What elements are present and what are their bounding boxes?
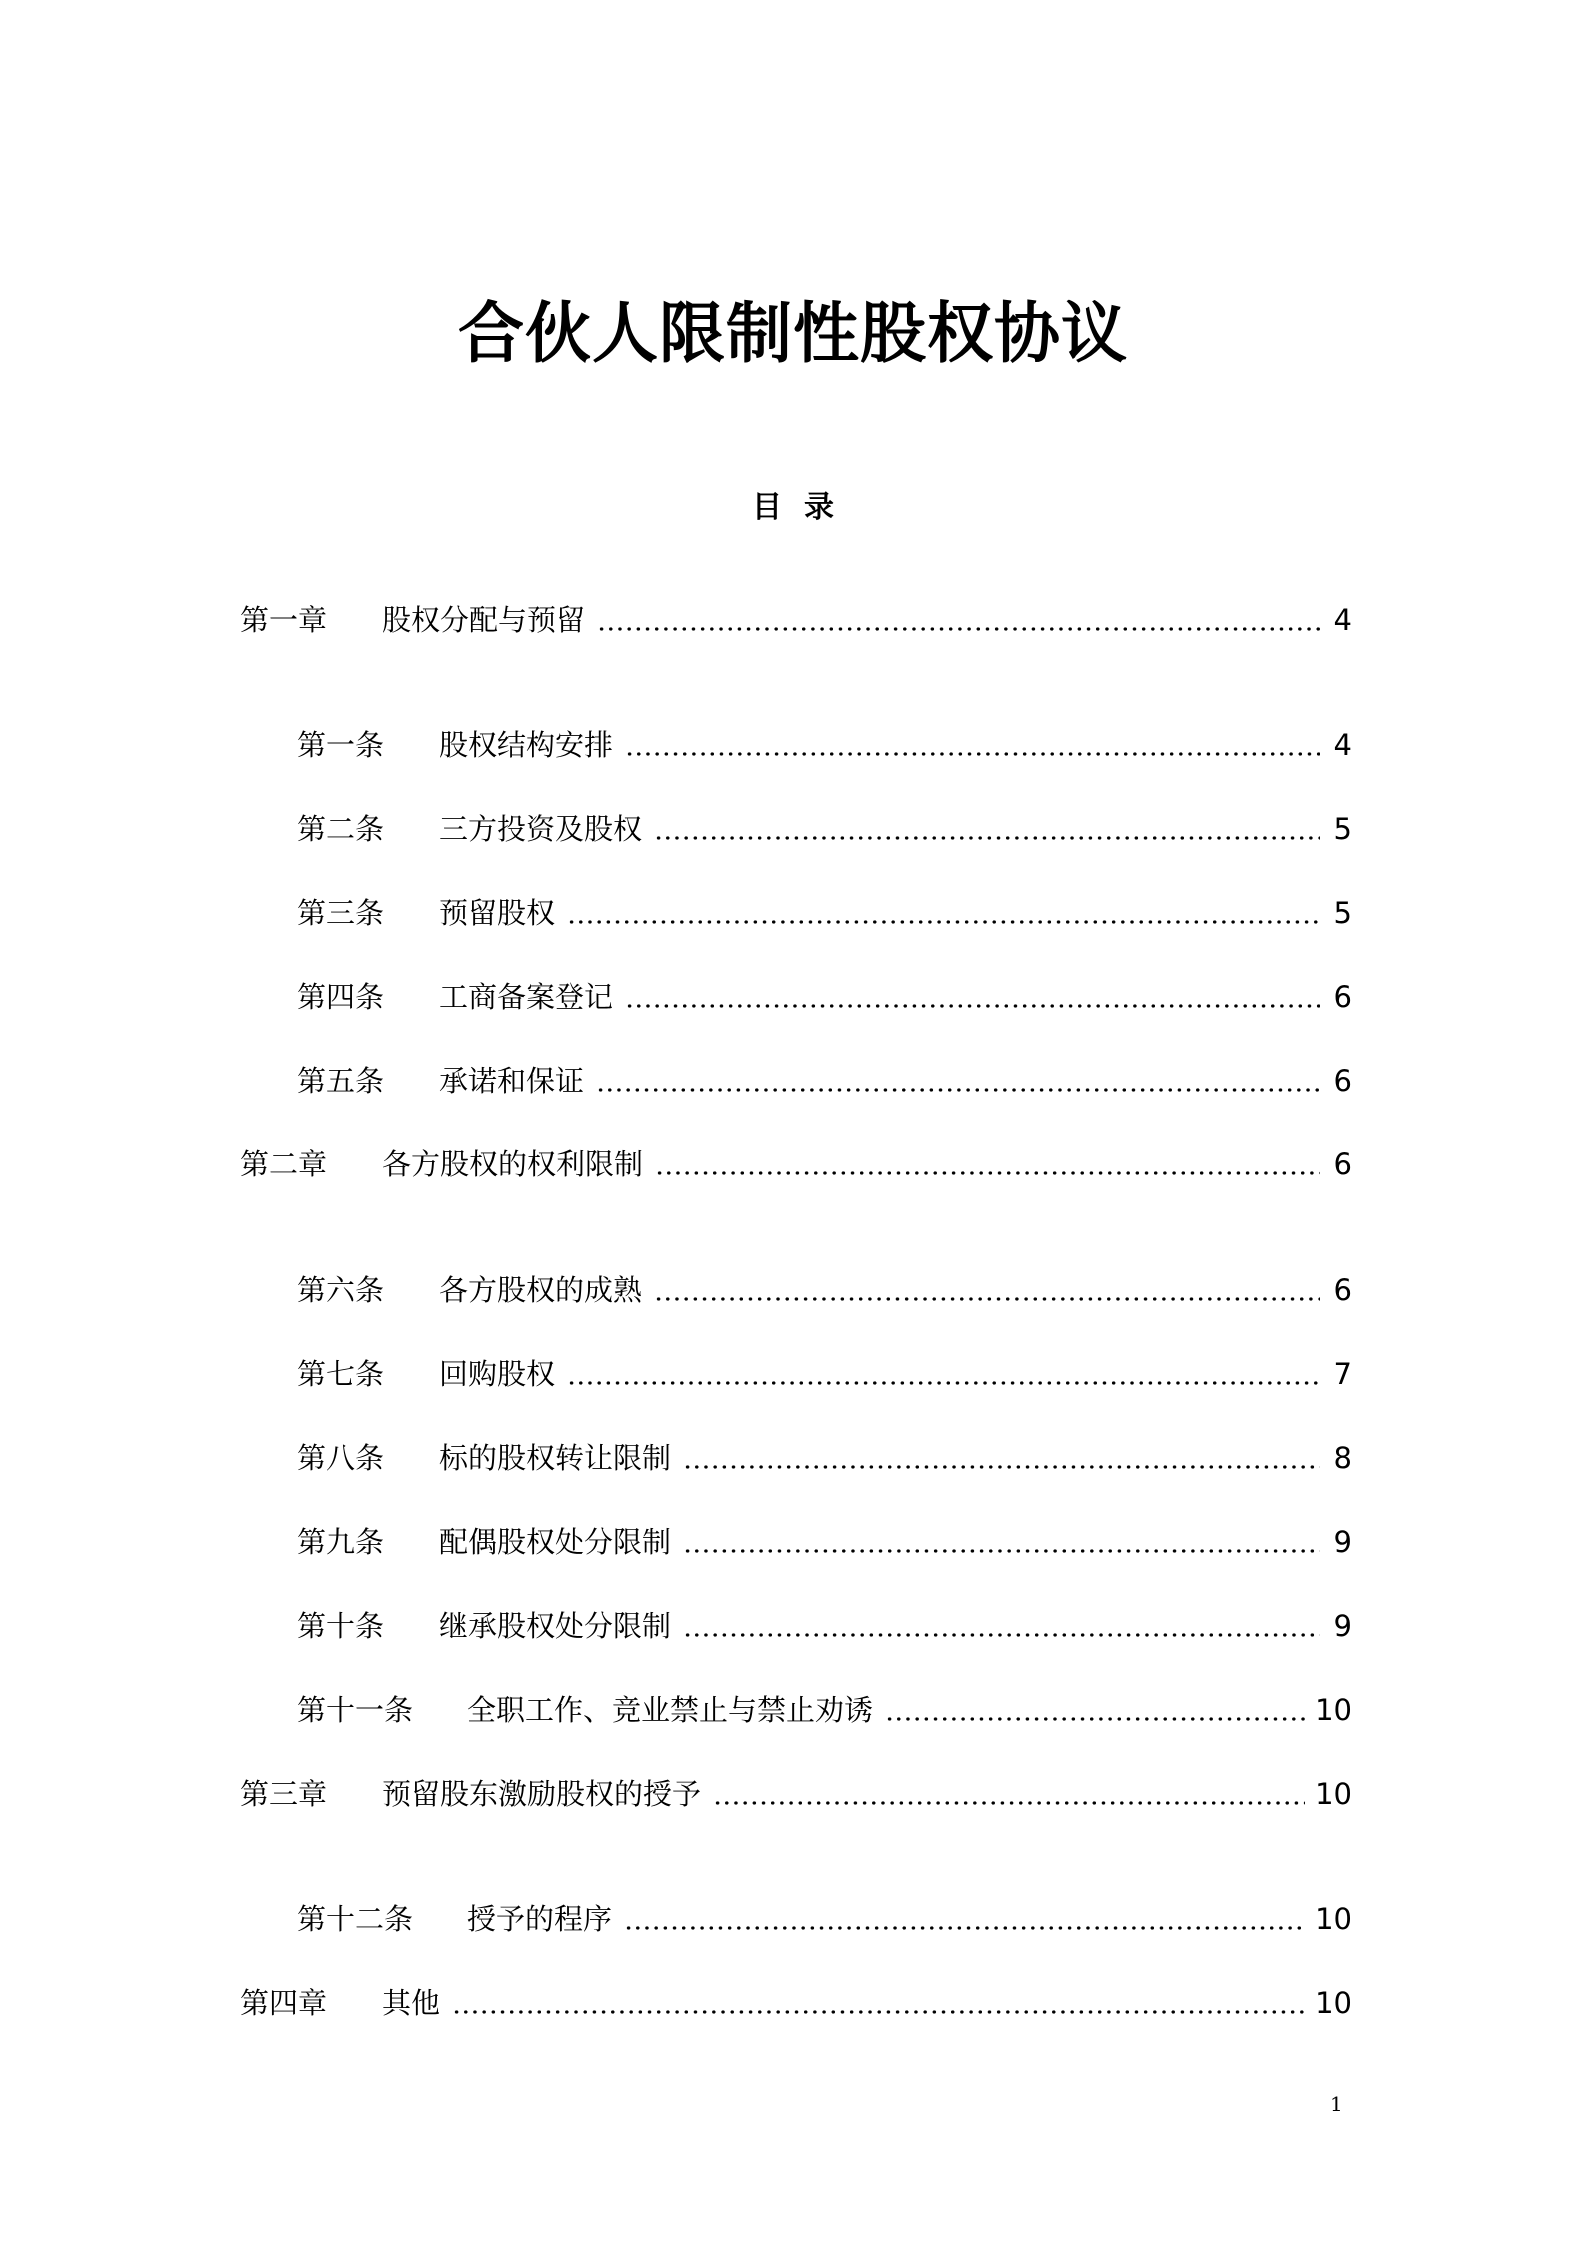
toc-dot-leader: [885, 1717, 1305, 1721]
toc-entry-title: 继承股权处分限制: [439, 1609, 672, 1643]
toc-entry-page: 10: [1315, 1986, 1352, 2020]
toc-entry-page: 10: [1315, 1693, 1352, 1727]
toc-dot-leader: [624, 1926, 1305, 1930]
toc-entry-title: 各方股权的权利限制: [382, 1147, 644, 1181]
toc-article-4[interactable]: [297, 973, 1352, 1017]
toc-entry-title: 标的股权转让限制: [439, 1441, 672, 1475]
toc-dot-leader: [683, 1549, 1320, 1553]
toc-article-10[interactable]: [297, 1602, 1352, 1646]
toc-dot-leader: [683, 1465, 1320, 1469]
toc-entry-number: 第十条: [297, 1609, 385, 1643]
toc-entry-title: 全职工作、竞业禁止与禁止劝诱: [467, 1693, 874, 1727]
toc-dot-leader: [654, 1297, 1320, 1301]
toc-entry-page: 7: [1333, 1357, 1352, 1391]
toc-entry-number: 第三章: [240, 1777, 328, 1811]
toc-article-5[interactable]: [297, 1057, 1352, 1101]
toc-entry-page: 6: [1333, 1273, 1352, 1307]
page-number: 1: [1330, 2092, 1343, 2116]
toc-article-7[interactable]: [297, 1350, 1352, 1394]
toc-entry-title: 配偶股权处分限制: [439, 1525, 672, 1559]
toc-entry-title: 股权分配与预留: [382, 603, 586, 637]
toc-entry-title: 预留股权: [439, 896, 556, 930]
toc-entry-page: 5: [1333, 896, 1352, 930]
toc-chapter-3[interactable]: [240, 1770, 1352, 1814]
toc-article-1[interactable]: [297, 721, 1352, 765]
toc-entry-number: 第十一条: [297, 1693, 414, 1727]
toc-entry-page: 9: [1333, 1609, 1352, 1643]
toc-article-8[interactable]: [297, 1434, 1352, 1478]
toc-entry-title: 股权结构安排: [439, 728, 614, 762]
toc-entry-number: 第二章: [240, 1147, 328, 1181]
toc-chapter-2[interactable]: [240, 1140, 1352, 1184]
toc-entry-page: 4: [1333, 728, 1352, 762]
toc-article-3[interactable]: [297, 889, 1352, 933]
toc-entry-title: 工商备案登记: [439, 980, 614, 1014]
toc-entry-page: 6: [1333, 1064, 1352, 1098]
toc-article-2[interactable]: [297, 805, 1352, 849]
toc-dot-leader: [567, 1381, 1320, 1385]
toc-dot-leader: [452, 2010, 1305, 2014]
toc-dot-leader: [597, 627, 1320, 631]
toc-entry-title: 预留股东激励股权的授予: [382, 1777, 702, 1811]
toc-entry-number: 第一条: [297, 728, 385, 762]
toc-dot-leader: [713, 1801, 1305, 1805]
toc-dot-leader: [655, 1171, 1320, 1175]
toc-dot-leader: [625, 752, 1320, 756]
toc-entry-title: 三方投资及股权: [439, 812, 643, 846]
toc-dot-leader: [625, 1004, 1320, 1008]
toc-article-9[interactable]: [297, 1518, 1352, 1562]
toc-entry-number: 第八条: [297, 1441, 385, 1475]
toc-dot-leader: [567, 920, 1320, 924]
toc-entry-number: 第四章: [240, 1986, 328, 2020]
toc-dot-leader: [654, 836, 1320, 840]
toc-article-6[interactable]: [297, 1266, 1352, 1310]
toc-dot-leader: [596, 1088, 1320, 1092]
toc-entry-title: 其他: [382, 1986, 441, 2020]
toc-entry-number: 第一章: [240, 603, 328, 637]
toc-entry-title: 授予的程序: [467, 1902, 613, 1936]
toc-entry-page: 10: [1315, 1902, 1352, 1936]
toc-entry-page: 4: [1333, 603, 1352, 637]
toc-entry-page: 5: [1333, 812, 1352, 846]
toc-heading: 目录: [752, 490, 856, 525]
toc-entry-number: 第二条: [297, 812, 385, 846]
toc-entry-page: 10: [1315, 1777, 1352, 1811]
toc-entry-number: 第十二条: [297, 1902, 414, 1936]
document-title: 合伙人限制性股权协议: [458, 295, 1128, 373]
toc-entry-page: 9: [1333, 1525, 1352, 1559]
toc-chapter-1[interactable]: [240, 596, 1352, 640]
toc-entry-page: 6: [1333, 1147, 1352, 1181]
toc-chapter-4[interactable]: [240, 1979, 1352, 2023]
toc-entry-page: 6: [1333, 980, 1352, 1014]
toc-entry-number: 第九条: [297, 1525, 385, 1559]
toc-entry-number: 第五条: [297, 1064, 385, 1098]
toc-entry-title: 承诺和保证: [439, 1064, 585, 1098]
toc-article-11[interactable]: [297, 1686, 1352, 1730]
toc-entry-title: 各方股权的成熟: [439, 1273, 643, 1307]
toc-dot-leader: [683, 1633, 1320, 1637]
toc-entry-number: 第四条: [297, 980, 385, 1014]
toc-entry-title: 回购股权: [439, 1357, 556, 1391]
toc-entry-number: 第六条: [297, 1273, 385, 1307]
toc-article-12[interactable]: [297, 1895, 1352, 1939]
toc-entry-number: 第三条: [297, 896, 385, 930]
toc-entry-number: 第七条: [297, 1357, 385, 1391]
toc-entry-page: 8: [1333, 1441, 1352, 1475]
